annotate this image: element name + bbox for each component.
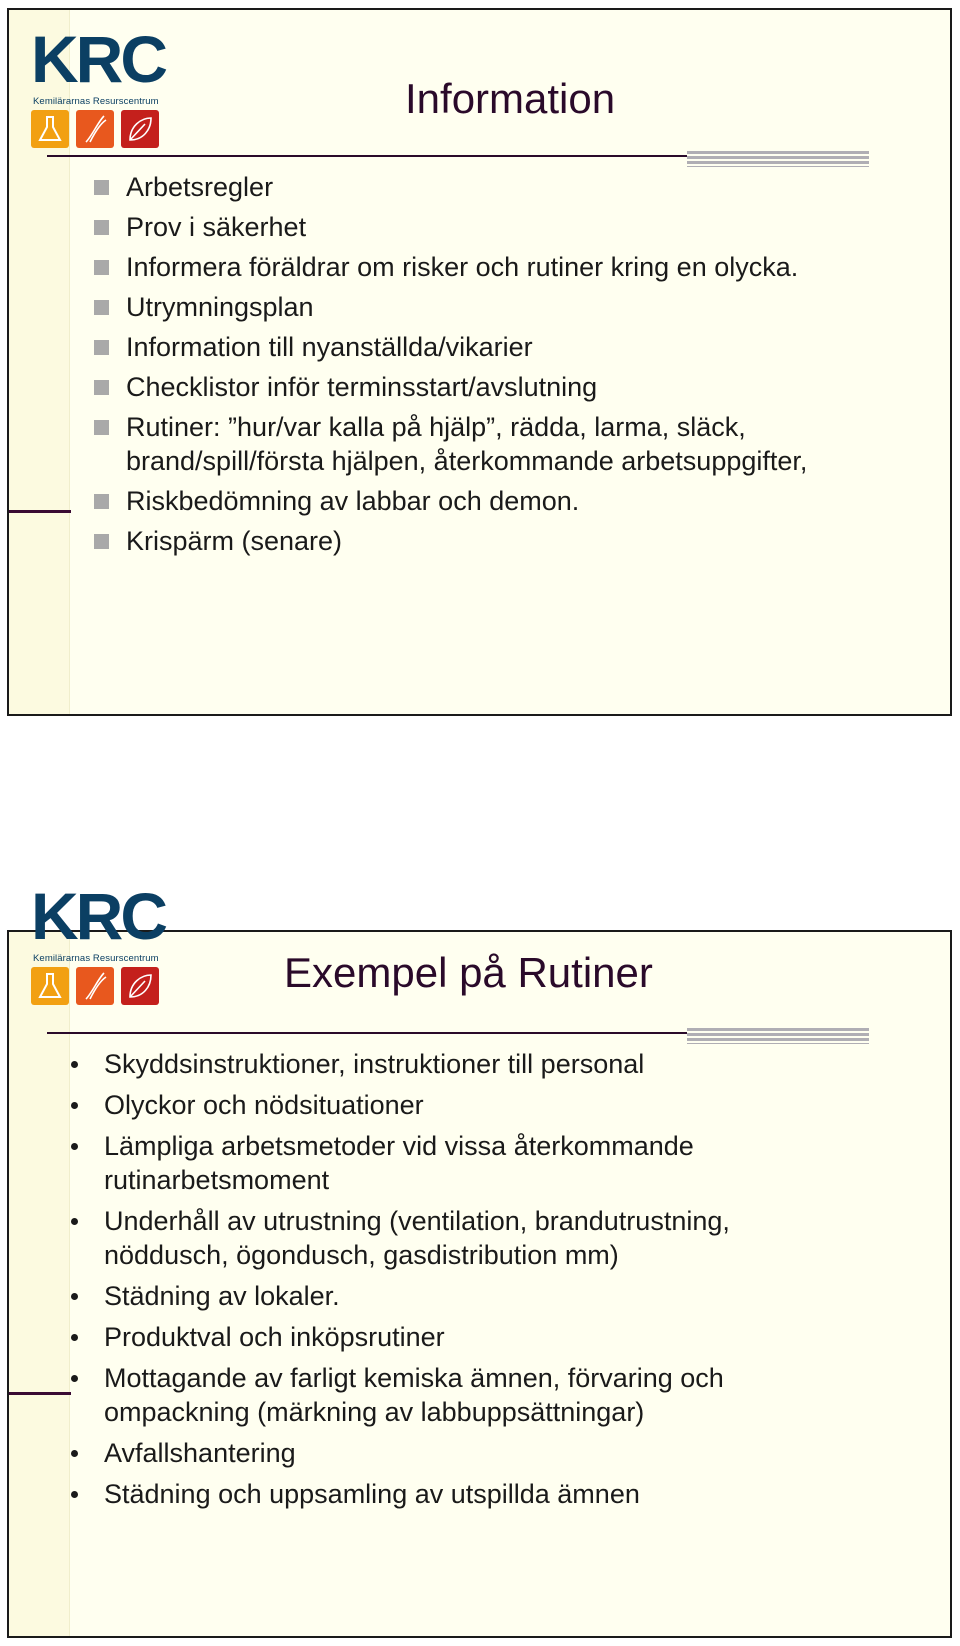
list-item bbox=[67, 1279, 927, 1313]
list-item-text: Underhåll av utrustning (ventilation, brandutrustning, bbox=[104, 1206, 730, 1236]
krc-logo bbox=[31, 22, 165, 152]
square-bullet-icon bbox=[94, 420, 109, 435]
logo-text: KRC bbox=[31, 879, 165, 953]
slide-title: Exempel på Rutiner bbox=[284, 949, 653, 996]
list-item bbox=[67, 1436, 927, 1470]
list-item-text: Checklistor inför terminsstart/avslutning bbox=[126, 372, 598, 402]
dna-icon bbox=[76, 967, 114, 1005]
list-item bbox=[94, 250, 934, 284]
list-item bbox=[94, 484, 934, 518]
list-item-text: Mottagande av farligt kemiska ämnen, förvaring och bbox=[104, 1363, 724, 1393]
list-item bbox=[94, 290, 934, 324]
list-item-text: Rutiner: ”hur/var kalla på hjälp”, rädda, larma, släck, bbox=[126, 412, 746, 442]
logo-subtitle: Kemilärarnas Resurscentrum bbox=[33, 953, 159, 964]
list-item-text: Olyckor och nödsituationer bbox=[104, 1090, 424, 1120]
flask-icon bbox=[31, 110, 69, 148]
list-item bbox=[67, 1320, 927, 1354]
list-item bbox=[67, 1088, 927, 1122]
list-item-text: Produktval och inköpsrutiner bbox=[104, 1322, 445, 1352]
dot-bullet-icon bbox=[71, 1143, 78, 1150]
list-item-text: ompackning (märkning av labbuppsättningar) bbox=[104, 1397, 645, 1427]
list-item bbox=[94, 210, 934, 244]
slide-left-band bbox=[9, 932, 70, 1636]
square-bullet-icon bbox=[94, 494, 109, 509]
title-rule-accent bbox=[687, 151, 869, 167]
dot-bullet-icon bbox=[71, 1293, 78, 1300]
list-item bbox=[94, 410, 934, 478]
list-item bbox=[94, 524, 934, 558]
list-item bbox=[94, 170, 934, 204]
slide-exempel-pa-rutiner bbox=[7, 879, 952, 1638]
list-item-text: Städning av lokaler. bbox=[104, 1281, 340, 1311]
dot-bullet-icon bbox=[71, 1375, 78, 1382]
flask-icon bbox=[31, 967, 69, 1005]
bullet-list bbox=[94, 170, 934, 564]
list-item-text: Städning och uppsamling av utspillda ämnen bbox=[104, 1479, 640, 1509]
bullet-list bbox=[67, 1047, 927, 1518]
square-bullet-icon bbox=[94, 340, 109, 355]
list-item-text: Avfallshantering bbox=[104, 1438, 296, 1468]
dot-bullet-icon bbox=[71, 1450, 78, 1457]
slide-left-accent-line bbox=[9, 510, 71, 513]
list-item bbox=[67, 1129, 927, 1197]
leaf-icon bbox=[121, 967, 159, 1005]
list-item-text: Riskbedömning av labbar och demon. bbox=[126, 486, 580, 516]
logo-text: KRC bbox=[31, 22, 165, 96]
square-bullet-icon bbox=[94, 180, 109, 195]
list-item bbox=[67, 1361, 927, 1429]
list-item-text: Informera föräldrar om risker och rutiner kring en olycka. bbox=[126, 252, 799, 282]
square-bullet-icon bbox=[94, 380, 109, 395]
slide-information bbox=[7, 8, 952, 716]
list-item-text: Utrymningsplan bbox=[126, 292, 314, 322]
krc-logo bbox=[31, 879, 165, 1009]
list-item-text: Lämpliga arbetsmetoder vid vissa återkommande bbox=[104, 1131, 694, 1161]
square-bullet-icon bbox=[94, 220, 109, 235]
square-bullet-icon bbox=[94, 260, 109, 275]
dot-bullet-icon bbox=[71, 1334, 78, 1341]
list-item bbox=[67, 1047, 927, 1081]
list-item-text: Information till nyanställda/vikarier bbox=[126, 332, 533, 362]
dot-bullet-icon bbox=[71, 1491, 78, 1498]
list-item-text: Krispärm (senare) bbox=[126, 526, 343, 556]
list-item-text: nöddusch, ögondusch, gasdistribution mm) bbox=[104, 1240, 619, 1270]
title-rule-accent bbox=[687, 1028, 869, 1044]
list-item bbox=[94, 370, 934, 404]
list-item bbox=[67, 1477, 927, 1511]
slide-title: Information bbox=[405, 75, 616, 122]
list-item-text: Arbetsregler bbox=[126, 172, 274, 202]
square-bullet-icon bbox=[94, 300, 109, 315]
square-bullet-icon bbox=[94, 534, 109, 549]
dot-bullet-icon bbox=[71, 1218, 78, 1225]
logo-subtitle: Kemilärarnas Resurscentrum bbox=[33, 96, 159, 107]
list-item-text: Prov i säkerhet bbox=[126, 212, 307, 242]
dna-icon bbox=[76, 110, 114, 148]
leaf-icon bbox=[121, 110, 159, 148]
dot-bullet-icon bbox=[71, 1102, 78, 1109]
dot-bullet-icon bbox=[71, 1061, 78, 1068]
list-item-text: rutinarbetsmoment bbox=[104, 1165, 330, 1195]
list-item-text: brand/spill/första hjälpen, återkommande arbetsuppgifter, bbox=[126, 446, 808, 476]
slide-left-accent-line bbox=[9, 1392, 71, 1395]
list-item bbox=[67, 1204, 927, 1272]
list-item-text: Skyddsinstruktioner, instruktioner till personal bbox=[104, 1049, 645, 1079]
list-item bbox=[94, 330, 934, 364]
